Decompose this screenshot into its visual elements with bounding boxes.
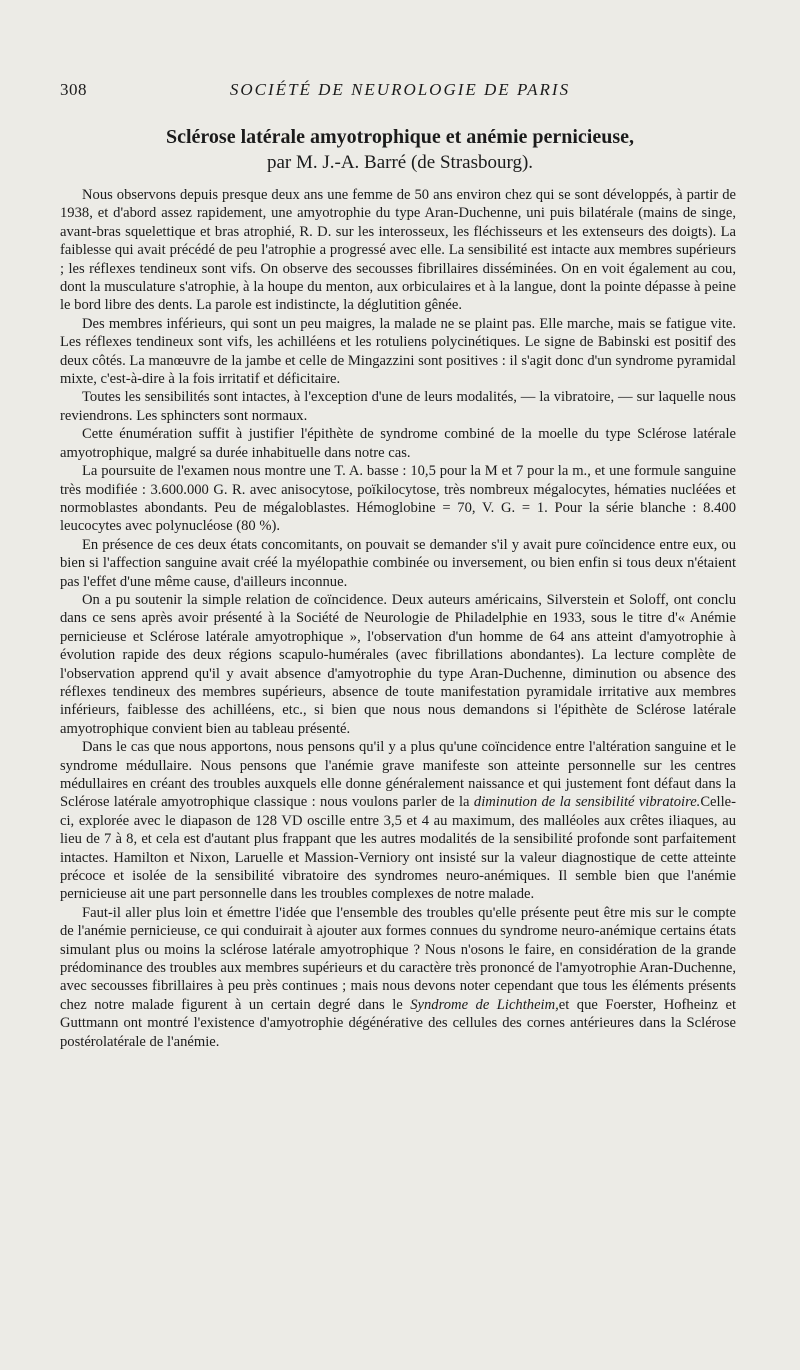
italic-emphasis: diminution de la sensibilité vibratoire.: [473, 794, 701, 811]
paragraph: Toutes les sensibilités sont intactes, à l'exception d'une de leurs modalités, — la vibratoire, — sur laquelle nous reviendrons. Les sphincters sont normaux.: [60, 389, 736, 424]
paragraph-text: et que Foerster, Hofheinz et Guttmann ont montré l'existence d'amyotrophie dégénérative des cellules des cornes antérieures dans la Sclérose postérolatérale de l'anémie.: [60, 996, 736, 1050]
article-title: Sclérose latérale amyotrophique et anémie pernicieuse,: [165, 126, 635, 148]
paragraph: Nous observons depuis presque deux ans une femme de 50 ans environ chez qui se sont développés, à partir de 1938, et d'abord assez rapidement, une amyotrophie du type Aran-Duchenne, uni puis bilatérale (mains de singe, avant-bras squelettique et bras atrophié, R. D. sur les interosseux, les fléchisseurs et les extenseurs des doigts). La faiblesse qui avait précédé de peu l'atrophie a progressé avec elle. La sensibilité est intacte aux membres supérieurs ; les réflexes tendineux sont vifs. On observe des secousses fibrillaires disséminées. On en voit également au cou, dont la musculature s'atrophie, à la houpe du menton, aux orbiculaires et à la langue, dont la pointe dépasse à peine le bord libre des dents. La parole est indistincte, la déglutition gênée.: [60, 187, 736, 314]
journal-title: SOCIÉTÉ DE NEUROLOGIE DE PARIS: [229, 80, 571, 99]
paragraph: En présence de ces deux états concomitants, on pouvait se demander s'il y avait pure coïncidence entre eux, ou bien si l'affection sanguine avait créé la myélopathie combinée ou inversement, ou bien enfin si tous deux n'étaient pas l'effet d'une même cause, d'ailleurs inconnue.: [60, 536, 736, 590]
paragraph: [60, 738, 736, 904]
paragraph: Des membres inférieurs, qui sont un peu maigres, la malade ne se plaint pas. Elle marche, mais se fatigue vite. Les réflexes tendineux sont vifs, les achilléens et les rotuliens polycinétiques. Le signe de Babinski est positif des deux côtés. La manœuvre de la jambe et celle de Mingazzini sont positives : il s'agit donc d'un syndrome pyramidal mixte, c'est-à-dire à la fois irritatif et déficitaire.: [60, 315, 736, 388]
article-byline: par M. J.-A. Barré (de Strasbourg).: [266, 152, 534, 173]
paragraph: On a pu soutenir la simple relation de coïncidence. Deux auteurs américains, Silverstein et Soloff, ont conclu dans ce sens après avoir présenté à la Société de Neurologie de Philadelphie en 1933, sous le titre d'« Anémie pernicieuse et Sclérose latérale amyotrophique », l'observation d'un homme de 64 ans atteint d'amyotrophie à évolution rapide des deux régions scapulo-humérales (avec fibrillations abondantes). La lecture complète de l'observation apprend qu'il y avait absence d'amyotrophie du type Aran-Duchenne, diminution ou absence des réflexes tendineux des membres supérieurs, absence de toute manifestation pyramidale irritative aux membres inférieurs, faiblesse des achilléens, etc., si bien que nous nous demandons si l'épithète de Sclérose latérale amyotrophique convient bien au tableau présenté.: [60, 591, 736, 737]
paragraph: La poursuite de l'examen nous montre une T. A. basse : 10,5 pour la M et 7 pour la m., et une formule sanguine très modifiée : 3.600.000 G. R. avec anisocytose, poïkilocytose, très nombreux mégalocytes, hématies nucléées et normoblastes abondants. Peu de mégaloblastes. Hémoglobine = 70, V. G. = 1. Pour la série blanche : 8.400 leucocytes avec polynucléose (80 %).: [60, 463, 736, 535]
article-body: [60, 186, 736, 1051]
paragraph-text: Celle-ci, explorée avec le diapason de 128 VD oscille entre 3,5 et 4 au maximum, des malléoles aux crêtes iliaques, au lieu de 7 à 8, et cela est d'autant plus frappant que les autres modalités de la sensibilité profonde sont parfaitement intactes. Hamilton et Nixon, Laruelle et Massion-Verniory ont insisté sur la valeur diagnostique de cette atteinte précoce et isolée de la sensibilité vibratoire des syndromes neuro-anémiques. Il semble bien que l'anémie pernicieuse ait une part personnelle dans les troubles complexes de notre malade.: [60, 794, 736, 903]
page-number: 308: [60, 80, 87, 99]
paragraph: Cette énumération suffit à justifier l'épithète de syndrome combiné de la moelle du type Sclérose latérale amyotrophique, malgré sa durée inhabituelle dans notre cas.: [60, 426, 736, 461]
paragraph: [60, 904, 736, 1051]
paragraph-text: Faut-il aller plus loin et émettre l'idée que l'ensemble des troubles qu'elle présente peut être mis sur le compte de l'anémie pernicieuse, ce qui conduirait à ajouter aux formes connues du syndrome neuro-anémique certains états simulant plus ou moins la sclérose latérale amyotrophique ? Nous n'osons le faire, en considération de la grande prédominance des troubles aux membres supérieurs et du caractère très prononcé de l'amyotrophie Aran-Duchenne, avec secousses fibrillaires à peu près continues ; mais nous devons noter cependant que tous les éléments présents chez notre malade figurent à un certain degré dans le: [60, 904, 736, 1013]
italic-emphasis: Syndrome de Lichtheim,: [410, 996, 559, 1013]
paragraph-text: Dans le cas que nous apportons, nous pensons qu'il y a plus qu'une coïncidence entre l'altération sanguine et le syndrome médullaire. Nous pensons que l'anémie grave manifeste son atteinte personnelle sur les centres médullaires en créant des troubles auxquels elle donne généralement naissance et qui justement font défaut dans la Sclérose latérale amyotrophique classique : nous voulons parler de la: [60, 739, 736, 811]
